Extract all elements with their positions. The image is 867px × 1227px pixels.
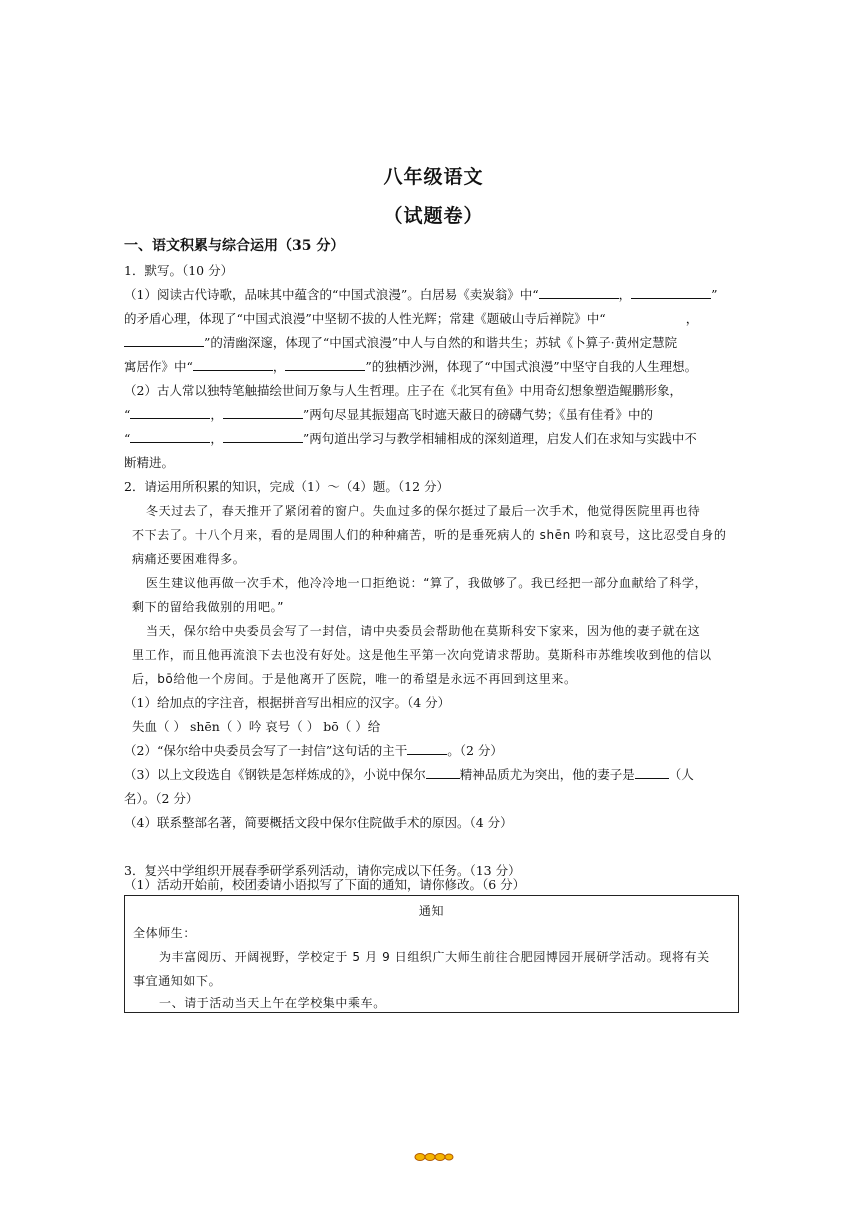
q1-p2-line1: （2）古人常以独特笔触描绘世间万象与人生哲理。庄子在《北冥有鱼》中用奇幻想象塑造鲲鹏形象， — [124, 383, 682, 398]
q1-p1-line1: （1）阅读古代诗歌，品味其中蕴含的“中国式浪漫”。白居易《卖炭翁》中“ ， ” — [124, 287, 718, 302]
section-heading: 一、语文积累与综合运用（35 分） — [124, 238, 345, 254]
passage-line: 不下去了。十八个月来，看的是周围人们的种种痛苦，听的是垂死病人的 shēn 吟和哀号，这比忍受自身的 — [132, 528, 727, 542]
passage-line: 后，bō给他一个房间。于是他离开了医院，唯一的希望是永远不再回到这里来。 — [132, 672, 577, 686]
page-subtitle: （试题卷） — [383, 205, 484, 227]
passage-line: 医生建议他再做一次手术，他冷冷地一口拒绝说：“算了，我做够了。我已经把一部分血献给了科学， — [146, 576, 708, 590]
q2-sub2: （2）“保尔给中央委员会写了一封信”这句话的主干 。（2 分） — [124, 743, 503, 758]
answer-blank[interactable] — [407, 742, 447, 755]
q1-p2-line2: “ ， ”两句尽显其振翅高飞时遮天蔽日的磅礴气势；《虽有佳肴》中的 — [124, 407, 654, 422]
answer-blank[interactable] — [539, 286, 619, 299]
answer-blank[interactable] — [285, 358, 365, 371]
notice-body: 为丰富阅历、开阔视野，学校定于 5 月 9 日组织广大师生前往合肥园博园开展研学活动。现将有关 — [159, 950, 710, 964]
q1-heading: 1．默写。（10 分） — [124, 263, 234, 278]
answer-blank[interactable] — [130, 406, 210, 419]
q3-sub1: （1）活动开始前，校团委请小语拟写了下面的通知，请你修改。（6 分） — [124, 877, 526, 892]
q1-p2-line3: “ ， ”两句道出学习与教学相辅相成的深刻道理，启发人们在求知与实践中不 — [124, 431, 697, 446]
page-title: 八年级语文 — [383, 166, 484, 188]
notice-body: 事宜通知如下。 — [133, 974, 222, 988]
q1-p1-line4: 寓居作》中“ ， ”的独栖沙洲，体现了“中国式浪漫”中坚守自我的人生理想。 — [124, 359, 698, 374]
q2-heading: 2．请运用所积累的知识，完成（1）～（4）题。（12 分） — [124, 479, 449, 494]
passage-line: 当天，保尔给中央委员会写了一封信，请中央委员会帮助他在莫斯科安下家来，因为他的妻子就在这 — [146, 624, 701, 638]
footer-logo-icon — [414, 1152, 454, 1162]
passage-line: 剩下的留给我做别的用吧。” — [132, 600, 285, 614]
answer-blank[interactable] — [124, 334, 204, 347]
q2-sub1-items: 失血（ ） shēn（ ）吟 哀号（ ） bō（ ）给 — [132, 719, 381, 734]
answer-blank[interactable] — [606, 311, 686, 323]
notice-box — [124, 895, 739, 1013]
answer-blank[interactable] — [130, 430, 210, 443]
notice-title: 通知 — [418, 904, 445, 918]
q1-p1-line2: 的矛盾心理，体现了“中国式浪漫”中坚韧不拔的人性光辉；常建《题破山寺后禅院》中“ ， — [124, 311, 699, 326]
answer-blank[interactable] — [223, 430, 303, 443]
answer-blank[interactable] — [635, 766, 669, 779]
passage-line: 冬天过去了，春天推开了紧闭着的窗户。失血过多的保尔挺过了最后一次手术，他觉得医院里再也待 — [146, 504, 701, 518]
q2-sub4: （4）联系整部名著，简要概括文段中保尔住院做手术的原因。（4 分） — [124, 815, 513, 830]
passage-line: 里工作，而且他再流浪下去也没有好处。这是他生平第一次向党请求帮助。莫斯科市苏维埃收到他的信以 — [132, 648, 712, 662]
q3-heading: 3．复兴中学组织开展春季研学系列活动，请你完成以下任务。（13 分） — [124, 863, 521, 878]
q2-sub3-cont: 名）。（2 分） — [124, 791, 199, 806]
passage-line: 病痛还要困难得多。 — [132, 552, 246, 566]
answer-blank[interactable] — [631, 286, 711, 299]
q1-p1-line3: ”的清幽深邃，体现了“中国式浪漫”中人与自然的和谐共生；苏轼《卜算子·黄州定慧院 — [124, 334, 677, 352]
notice-greeting: 全体师生： — [133, 926, 197, 940]
notice-item: 一、请于活动当天上午在学校集中乘车。 — [159, 996, 386, 1010]
q1-p2-line4: 断精进。 — [124, 455, 175, 470]
q2-sub1: （1）给加点的字注音，根据拼音写出相应的汉字。（4 分） — [124, 695, 451, 710]
answer-blank[interactable] — [193, 358, 273, 371]
answer-blank[interactable] — [426, 766, 460, 779]
answer-blank[interactable] — [223, 406, 303, 419]
q2-sub3: （3）以上文段选自《钢铁是怎样炼成的》，小说中保尔 精神品质尤为突出，他的妻子是 （人 — [124, 767, 694, 782]
